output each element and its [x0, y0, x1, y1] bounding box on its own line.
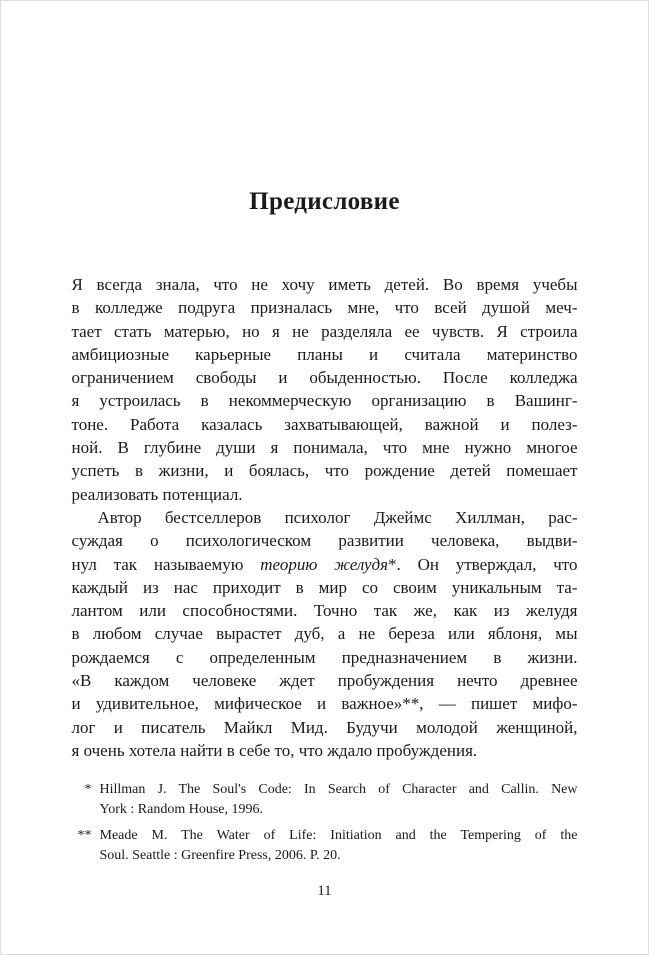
footnotes-section — [72, 780, 578, 866]
footnote-marker: ** — [77, 828, 92, 844]
text-line: ной. В глубине души я понимала, что мне нужно многое — [71, 438, 578, 458]
footnote-line: Soul. Seattle : Greenfire Press, 2006. P. 20. — [99, 848, 341, 864]
footnote-line: York : Random House, 1996. — [99, 802, 263, 818]
text-segment: нул так называемую — [71, 554, 261, 574]
text-line: лог и писатель Майкл Мид. Будучи молодой женщиной, — [71, 717, 578, 737]
text-line: Автор бестселлеров психолог Джеймс Хиллман, рас- — [97, 507, 578, 527]
text-line — [72, 553, 578, 576]
text-segment: *. Он утверждал, что — [388, 554, 578, 574]
text-line: рождаемся с определенным предназначением в жизни. — [71, 647, 578, 667]
paragraph — [72, 273, 578, 506]
text-line: лантом или способностями. Точно так же, как из желудя — [71, 601, 578, 621]
text-line: в любом случае вырастет дуб, а не береза или яблоня, мы — [71, 624, 578, 644]
footnote — [72, 780, 578, 820]
text-line: «В каждом человеке ждет пробуждения нечто древнее — [71, 671, 578, 691]
text-line: я очень хотела найти в себе то, что ждало пробуждения. — [71, 740, 478, 760]
text-line: в колледже подруга призналась мне, что всей душой меч- — [71, 298, 578, 318]
footnote-line: Meade M. The Water of Life: Initiation and the Tempering of the — [99, 828, 578, 844]
page-number: 11 — [317, 883, 332, 899]
text-line: Я всегда знала, что не хочу иметь детей. Во время учебы — [71, 275, 578, 294]
page-title: Предисловие — [249, 188, 400, 215]
text-line: каждый из нас приходит в мир со своим уникальным та- — [71, 577, 578, 597]
text-line: успеть в жизни, и боялась, что рождение детей помешает — [71, 461, 578, 481]
paragraph — [72, 506, 578, 762]
text-line: я устроилась в некоммерческую организацию в Вашинг- — [71, 391, 578, 411]
text-line: тоне. Работа казалась захватывающей, важной и полез- — [71, 414, 578, 434]
italic-term: теорию желудя — [260, 554, 389, 574]
footnote — [72, 826, 578, 866]
page-content — [72, 1, 578, 866]
footnote-line: Hillman J. The Soul's Code: In Search of Character and Callin. New — [99, 782, 578, 798]
text-line: и удивительное, мифическое и важное»**, — пишет мифо- — [71, 694, 578, 714]
text-line: реализовать потенциал. — [71, 484, 243, 504]
text-line: тает стать матерью, но я не разделяла ее чувств. Я строила — [71, 321, 578, 341]
text-line: ограничением свободы и обыденностью. После колледжа — [71, 368, 578, 388]
text-line: суждая о психологическом развитии человека, выдви- — [71, 531, 578, 551]
text-line: амбициозные карьерные планы и считала материнство — [71, 344, 578, 364]
footnote-marker: * — [84, 782, 92, 798]
